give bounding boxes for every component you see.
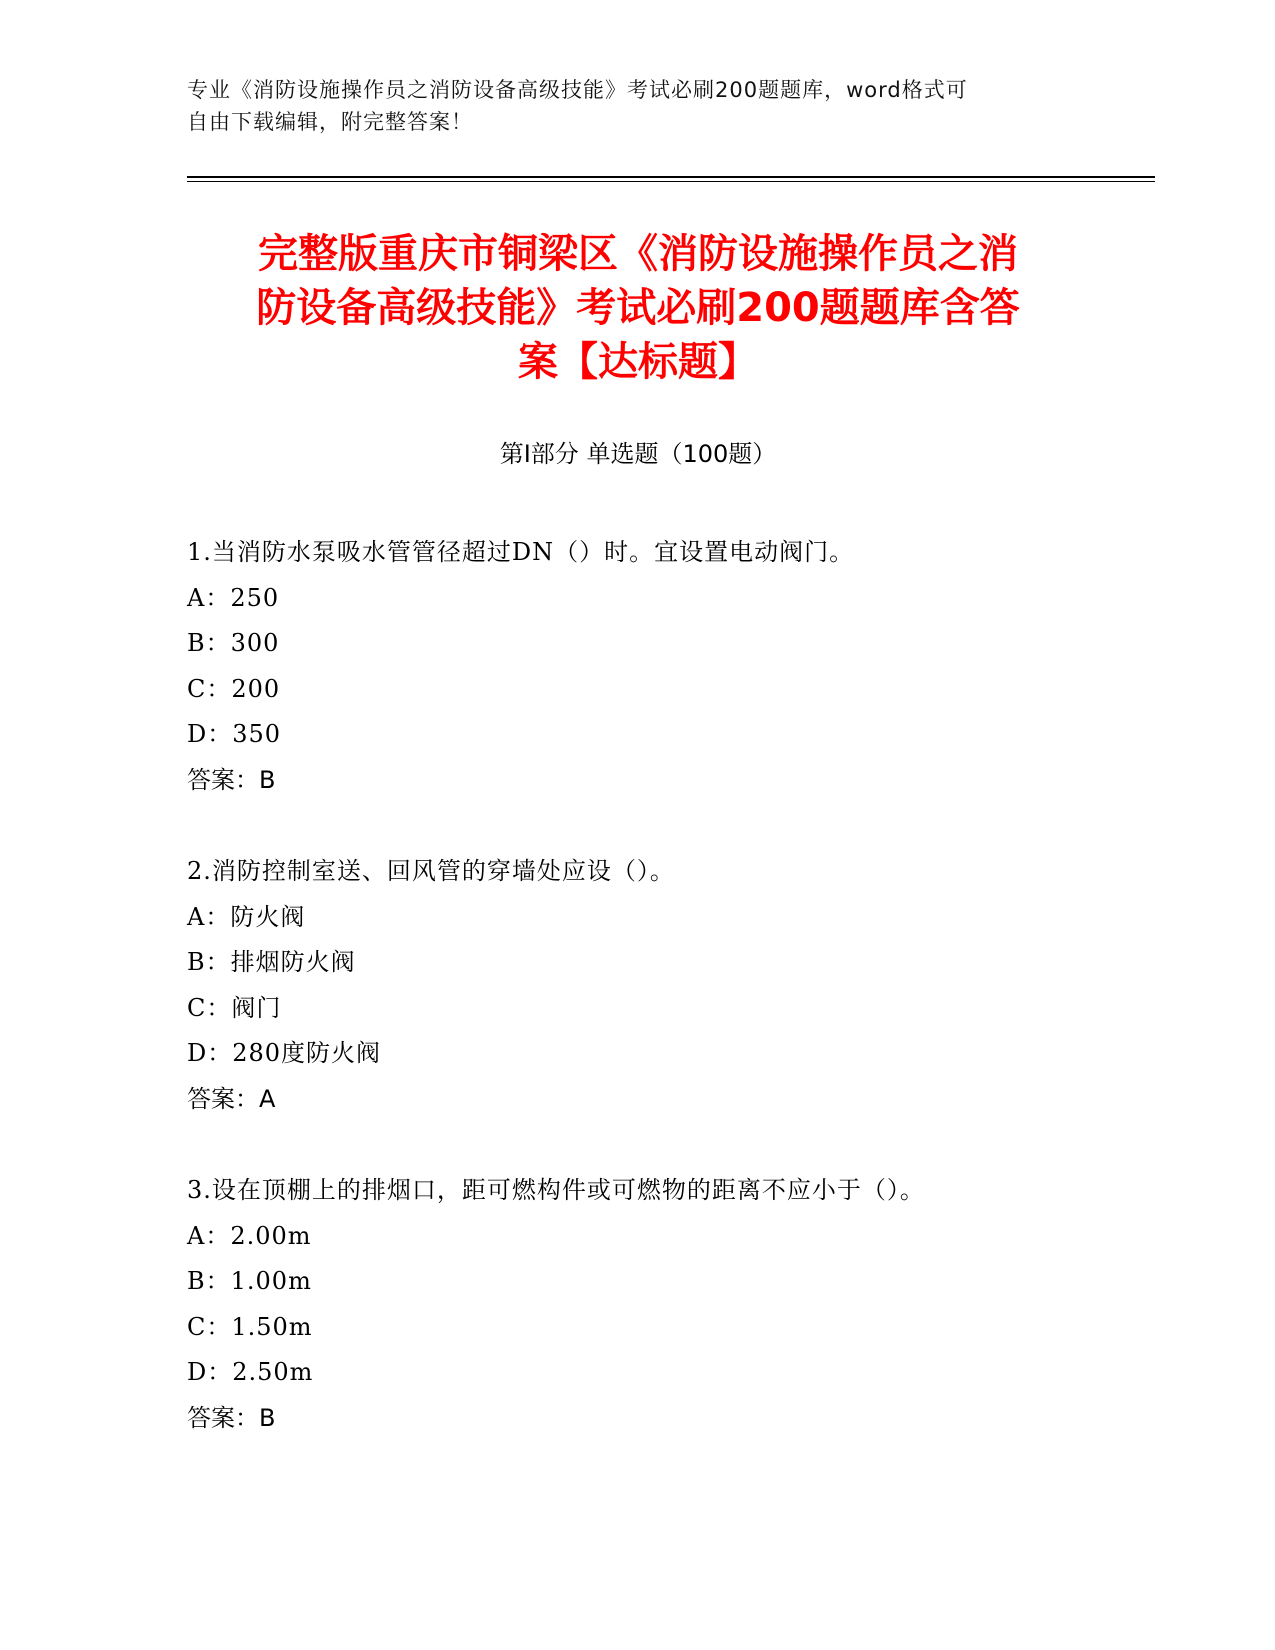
document-title-line-2: 防设备高级技能》考试必刷200题题库含答 <box>256 285 1020 331</box>
answer-line: 答案：A <box>187 1084 276 1113</box>
option-c: C：阀门 <box>187 993 282 1022</box>
answer-line: 答案：B <box>187 1403 276 1432</box>
document-title <box>187 227 1089 389</box>
question-text: 3.设在顶棚上的排烟口，距可燃构件或可燃物的距离不应小于（）。 <box>187 1176 925 1204</box>
question-item <box>187 530 1087 803</box>
header-divider-thick <box>187 176 1155 178</box>
document-title-line-3: 案【达标题】 <box>518 339 758 385</box>
option-b: B：1.00m <box>187 1267 312 1295</box>
header-note <box>187 74 1067 138</box>
question-item <box>187 1168 1087 1441</box>
section-title: 第Ⅰ部分 单选题（100题） <box>499 440 777 468</box>
question-item <box>187 849 1087 1122</box>
option-c: C：200 <box>187 674 281 703</box>
question-text: 2.消防控制室送、回风管的穿墙处应设（）。 <box>187 857 675 885</box>
option-c: C：1.50m <box>187 1312 313 1341</box>
option-b: B：排烟防火阀 <box>187 948 356 976</box>
option-b: B：300 <box>187 629 280 657</box>
answer-line: 答案：B <box>187 765 276 794</box>
header-note-line-1: 专业《消防设施操作员之消防设备高级技能》考试必刷200题题库，word格式可 <box>187 78 968 102</box>
option-d: D：2.50m <box>187 1358 314 1386</box>
option-a: A：2.00m <box>187 1221 312 1250</box>
header-note-line-2: 自由下载编辑，附完整答案！ <box>187 110 473 134</box>
header-divider-thin <box>187 181 1155 182</box>
question-text: 1.当消防水泵吸水管管径超过DN（）时。宜设置电动阀门。 <box>187 538 855 566</box>
option-a: A：防火阀 <box>187 902 306 931</box>
option-a: A：250 <box>187 583 280 612</box>
option-d: D：350 <box>187 720 282 748</box>
question-list <box>187 530 1087 1487</box>
option-d: D：280度防火阀 <box>187 1039 382 1067</box>
document-title-line-1: 完整版重庆市铜梁区《消防设施操作员之消 <box>258 231 1018 277</box>
